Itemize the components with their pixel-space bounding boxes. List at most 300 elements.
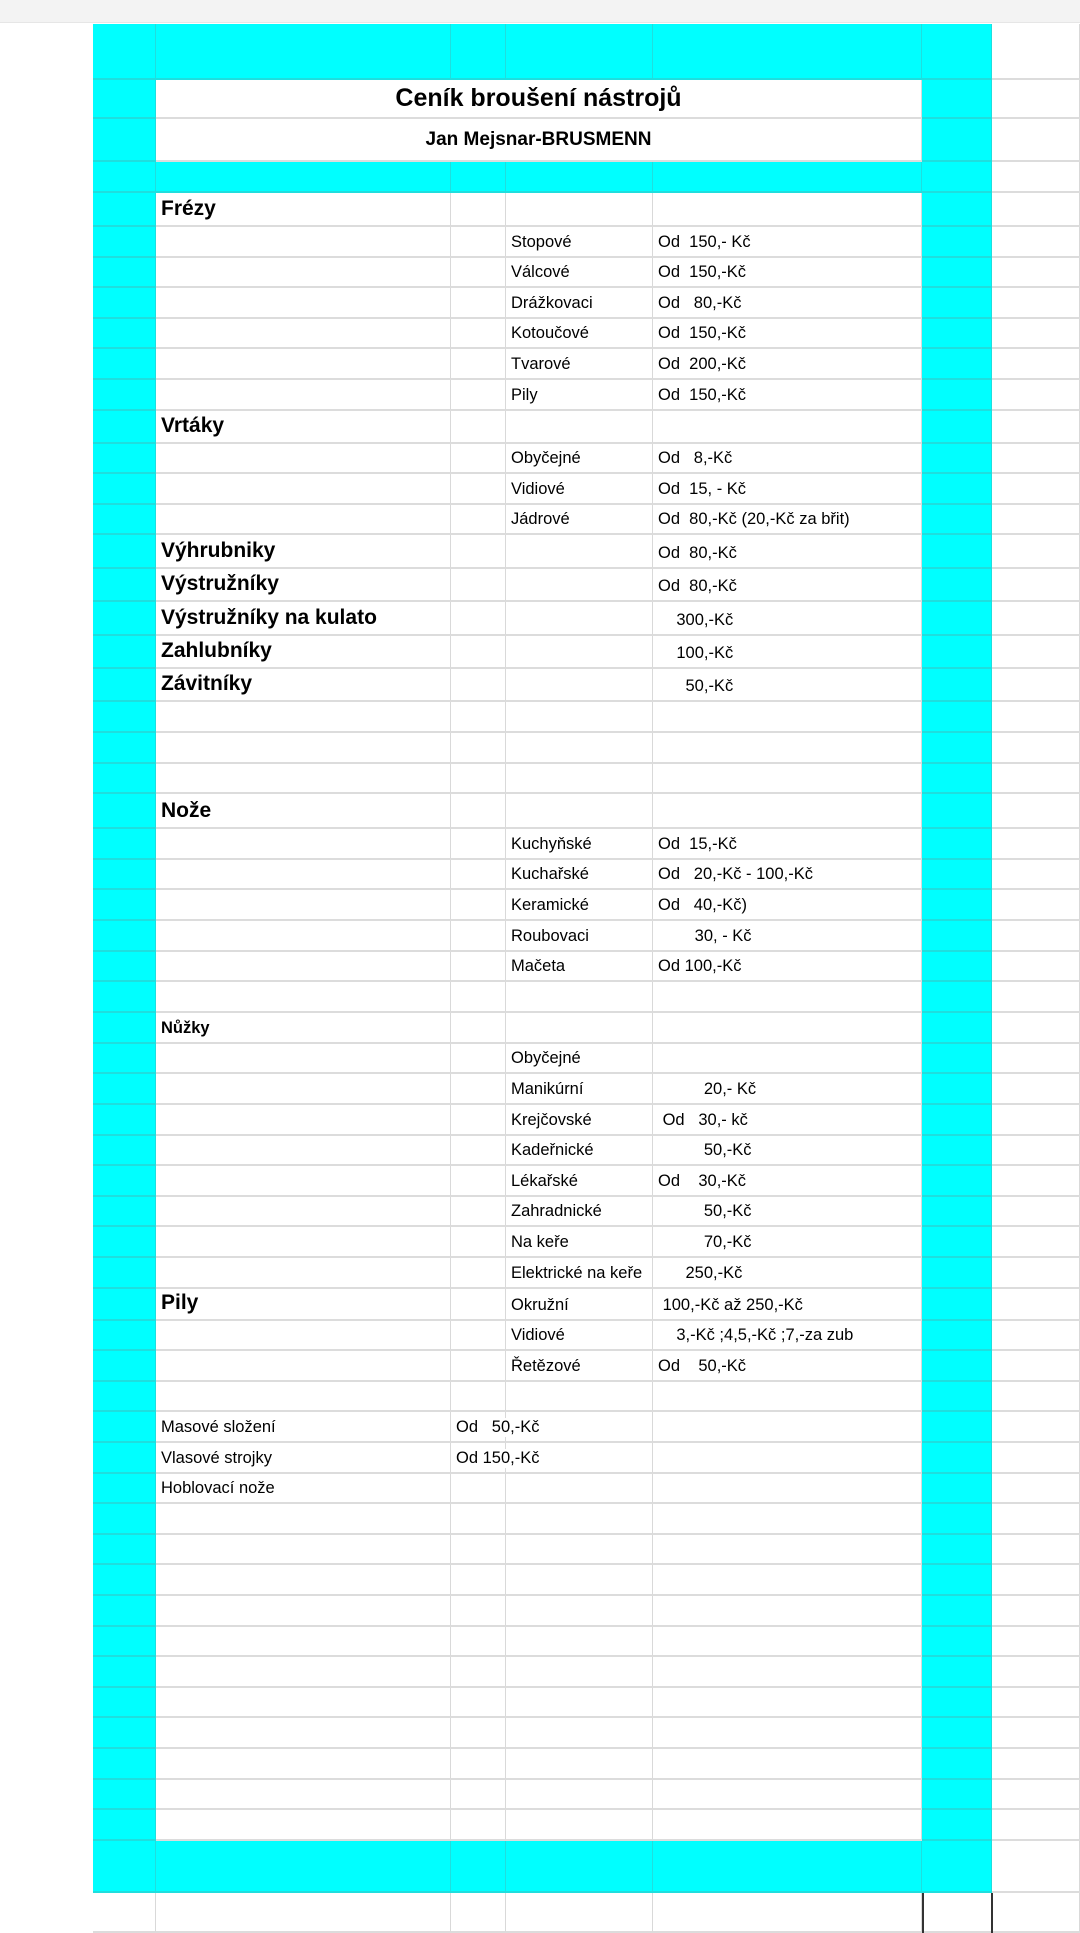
- cell-d[interactable]: [506, 1565, 653, 1596]
- cell-c[interactable]: [451, 535, 506, 569]
- cell-b[interactable]: [156, 193, 451, 227]
- cell-a[interactable]: [93, 602, 156, 636]
- cell-g[interactable]: [992, 794, 1080, 829]
- cell-e[interactable]: [653, 1749, 922, 1780]
- cell-b[interactable]: [156, 288, 451, 319]
- separator-band-cell[interactable]: [451, 162, 506, 193]
- cell-g[interactable]: [992, 1136, 1080, 1166]
- cell-g[interactable]: [992, 411, 1080, 444]
- cell-f[interactable]: [922, 702, 992, 733]
- cell-c[interactable]: [451, 1351, 506, 1382]
- cell-c[interactable]: [451, 1197, 506, 1227]
- cell-e[interactable]: [653, 1044, 922, 1074]
- cell-b[interactable]: [156, 794, 451, 829]
- cell-b[interactable]: [156, 952, 451, 982]
- cell-c[interactable]: [451, 1504, 506, 1535]
- cell-d[interactable]: [506, 1596, 653, 1627]
- header-band-cell[interactable]: [992, 24, 1080, 80]
- cell-b[interactable]: [156, 1443, 451, 1474]
- cell-b[interactable]: [156, 1810, 451, 1841]
- cell-b[interactable]: [156, 1688, 451, 1718]
- cell-g[interactable]: [992, 1657, 1080, 1688]
- cell-g[interactable]: [992, 636, 1080, 669]
- cell-g[interactable]: [992, 288, 1080, 319]
- cell-c[interactable]: [451, 860, 506, 890]
- cell-e[interactable]: [653, 380, 922, 411]
- cell-f[interactable]: [922, 829, 992, 860]
- cell-f[interactable]: [922, 1197, 992, 1227]
- cell-a[interactable]: [93, 1013, 156, 1044]
- cell[interactable]: [992, 80, 1080, 119]
- cell-b[interactable]: [156, 1627, 451, 1657]
- cell-a[interactable]: [93, 1227, 156, 1258]
- cell[interactable]: [653, 1893, 922, 1933]
- cell-e[interactable]: [653, 349, 922, 380]
- cell-g[interactable]: [992, 193, 1080, 227]
- cell-g[interactable]: [992, 1227, 1080, 1258]
- cell-c[interactable]: [451, 1596, 506, 1627]
- cell-d[interactable]: [506, 1105, 653, 1136]
- cell-c[interactable]: [451, 349, 506, 380]
- cell-b[interactable]: [156, 1044, 451, 1074]
- cell-d[interactable]: [506, 1780, 653, 1810]
- cell-a[interactable]: [93, 569, 156, 602]
- cell-d[interactable]: [506, 1474, 653, 1504]
- cell-f[interactable]: [922, 1596, 992, 1627]
- cell-d[interactable]: [506, 1044, 653, 1074]
- cell-f[interactable]: [922, 569, 992, 602]
- cell-a[interactable]: [93, 1474, 156, 1504]
- cell-a[interactable]: [93, 669, 156, 702]
- cell-e[interactable]: [653, 636, 922, 669]
- cell-e[interactable]: [653, 602, 922, 636]
- cell-g[interactable]: [992, 1105, 1080, 1136]
- cell-d[interactable]: [506, 258, 653, 288]
- cell-f[interactable]: [922, 1382, 992, 1412]
- cell-d[interactable]: [506, 1197, 653, 1227]
- cell-a[interactable]: [93, 1166, 156, 1197]
- cell-f[interactable]: [922, 319, 992, 349]
- separator-band-cell[interactable]: [992, 162, 1080, 193]
- page-title[interactable]: [156, 80, 922, 119]
- cell-g[interactable]: [992, 702, 1080, 733]
- cell-a[interactable]: [93, 829, 156, 860]
- cell-a[interactable]: [93, 1289, 156, 1321]
- cell-b[interactable]: [156, 411, 451, 444]
- cell-f[interactable]: [922, 1412, 992, 1443]
- cell-d[interactable]: [506, 288, 653, 319]
- cell-a[interactable]: [93, 1627, 156, 1657]
- cell-g[interactable]: [992, 1443, 1080, 1474]
- cell-f[interactable]: [922, 535, 992, 569]
- cell-f[interactable]: [922, 1258, 992, 1289]
- cell-d[interactable]: [506, 569, 653, 602]
- cell-c[interactable]: [451, 1565, 506, 1596]
- cell-g[interactable]: [992, 860, 1080, 890]
- cell-e[interactable]: [653, 669, 922, 702]
- cell-a[interactable]: [93, 444, 156, 474]
- cell-f[interactable]: [922, 1504, 992, 1535]
- cell-g[interactable]: [992, 1289, 1080, 1321]
- cell-c[interactable]: [451, 288, 506, 319]
- cell-a[interactable]: [93, 1105, 156, 1136]
- cell-b[interactable]: [156, 829, 451, 860]
- cell-d[interactable]: [506, 1688, 653, 1718]
- cell-g[interactable]: [992, 258, 1080, 288]
- cell-e[interactable]: [653, 890, 922, 921]
- cell-d[interactable]: [506, 702, 653, 733]
- cell-c[interactable]: [451, 474, 506, 505]
- cell-e[interactable]: [653, 1321, 922, 1351]
- cell-c[interactable]: [451, 1412, 540, 1443]
- cell-a[interactable]: [93, 193, 156, 227]
- cell-g[interactable]: [992, 1810, 1080, 1841]
- cell-e[interactable]: [653, 1351, 922, 1382]
- cell-f[interactable]: [922, 1227, 992, 1258]
- cell-f[interactable]: [922, 669, 992, 702]
- cell-a[interactable]: [93, 411, 156, 444]
- separator-band-cell[interactable]: [653, 162, 922, 193]
- cell-f[interactable]: [922, 258, 992, 288]
- cell[interactable]: [992, 1893, 1080, 1933]
- cell-f[interactable]: [922, 1074, 992, 1105]
- cell-c[interactable]: [451, 193, 506, 227]
- cell-g[interactable]: [992, 829, 1080, 860]
- cell-d[interactable]: [506, 227, 653, 258]
- cell-f[interactable]: [922, 1688, 992, 1718]
- cell-e[interactable]: [653, 921, 922, 952]
- cell-d[interactable]: [506, 380, 653, 411]
- cell-b[interactable]: [156, 1289, 451, 1321]
- cell-d[interactable]: [506, 1718, 653, 1749]
- cell-e[interactable]: [653, 1810, 922, 1841]
- cell-g[interactable]: [992, 1474, 1080, 1504]
- cell-b[interactable]: [156, 1780, 451, 1810]
- cell-f[interactable]: [922, 952, 992, 982]
- cell-b[interactable]: [156, 1013, 451, 1044]
- separator-band-cell[interactable]: [156, 162, 451, 193]
- cell-a[interactable]: [93, 702, 156, 733]
- cell-c[interactable]: [451, 733, 506, 764]
- cell-f[interactable]: [922, 1474, 992, 1504]
- cell-b[interactable]: [156, 636, 451, 669]
- cell-d[interactable]: [506, 1136, 653, 1166]
- cell-d[interactable]: [506, 1258, 653, 1289]
- cell-g[interactable]: [992, 1258, 1080, 1289]
- cell-b[interactable]: [156, 349, 451, 380]
- cell-d[interactable]: [506, 535, 653, 569]
- cell-d[interactable]: [506, 982, 653, 1013]
- cell-f[interactable]: [922, 193, 992, 227]
- cell-b[interactable]: [156, 227, 451, 258]
- cell-d[interactable]: [506, 890, 653, 921]
- cell-e[interactable]: [653, 952, 922, 982]
- cell-g[interactable]: [992, 319, 1080, 349]
- cell-e[interactable]: [653, 1166, 922, 1197]
- cell-d[interactable]: [506, 1289, 653, 1321]
- cell-d[interactable]: [506, 1810, 653, 1841]
- cell-c[interactable]: [451, 636, 506, 669]
- cell-e[interactable]: [653, 1136, 922, 1166]
- cell-c[interactable]: [451, 602, 506, 636]
- cell-f[interactable]: [922, 921, 992, 952]
- cell-c[interactable]: [451, 1535, 506, 1565]
- cell-e[interactable]: [653, 505, 922, 535]
- cell-e[interactable]: [653, 982, 922, 1013]
- cell-g[interactable]: [992, 602, 1080, 636]
- cell-g[interactable]: [992, 1565, 1080, 1596]
- cell-b[interactable]: [156, 1136, 451, 1166]
- cell-b[interactable]: [156, 982, 451, 1013]
- cell-f[interactable]: [922, 1136, 992, 1166]
- cell-b[interactable]: [156, 1412, 451, 1443]
- cell-c[interactable]: [451, 1166, 506, 1197]
- cell-b[interactable]: [156, 1535, 451, 1565]
- cell-b[interactable]: [156, 1351, 451, 1382]
- cell-f[interactable]: [922, 602, 992, 636]
- cell-e[interactable]: [653, 829, 922, 860]
- separator-band-cell[interactable]: [93, 162, 156, 193]
- frame-cell[interactable]: [922, 80, 992, 119]
- cell-d[interactable]: [506, 505, 653, 535]
- cell-e[interactable]: [653, 569, 922, 602]
- cell-f[interactable]: [922, 890, 992, 921]
- cell-b[interactable]: [156, 1718, 451, 1749]
- cell-e[interactable]: [653, 860, 922, 890]
- cell-c[interactable]: [451, 1289, 506, 1321]
- cell-g[interactable]: [992, 1412, 1080, 1443]
- footer-band-cell[interactable]: [93, 1841, 156, 1893]
- cell[interactable]: [451, 1893, 506, 1933]
- separator-band-cell[interactable]: [506, 162, 653, 193]
- cell-e[interactable]: [653, 764, 922, 794]
- cell-d[interactable]: [506, 829, 653, 860]
- cell-c[interactable]: [451, 505, 506, 535]
- cell-b[interactable]: [156, 1321, 451, 1351]
- cell-b[interactable]: [156, 505, 451, 535]
- cell-a[interactable]: [93, 288, 156, 319]
- cell-a[interactable]: [93, 380, 156, 411]
- cell-c[interactable]: [451, 227, 506, 258]
- cell-c[interactable]: [451, 1627, 506, 1657]
- cell-a[interactable]: [93, 1412, 156, 1443]
- cell-d[interactable]: [506, 411, 653, 444]
- cell-b[interactable]: [156, 702, 451, 733]
- cell-b[interactable]: [156, 1074, 451, 1105]
- header-band-cell[interactable]: [156, 24, 451, 80]
- cell-c[interactable]: [451, 982, 506, 1013]
- cell-f[interactable]: [922, 444, 992, 474]
- cell-f[interactable]: [922, 1535, 992, 1565]
- cell-g[interactable]: [992, 227, 1080, 258]
- cell-f[interactable]: [922, 1289, 992, 1321]
- footer-band-cell[interactable]: [156, 1841, 451, 1893]
- cell-g[interactable]: [992, 1535, 1080, 1565]
- cell-f[interactable]: [922, 1749, 992, 1780]
- cell-a[interactable]: [93, 890, 156, 921]
- cell-e[interactable]: [653, 474, 922, 505]
- footer-band-cell[interactable]: [922, 1841, 992, 1893]
- cell-g[interactable]: [992, 380, 1080, 411]
- cell-c[interactable]: [451, 258, 506, 288]
- cell-d[interactable]: [506, 1013, 653, 1044]
- cell-d[interactable]: [506, 860, 653, 890]
- cell-a[interactable]: [93, 1382, 156, 1412]
- cell-d[interactable]: [506, 733, 653, 764]
- cell-e[interactable]: [653, 193, 922, 227]
- cell-a[interactable]: [93, 1351, 156, 1382]
- cell-b[interactable]: [156, 1382, 451, 1412]
- cell-c[interactable]: [451, 921, 506, 952]
- cell-c[interactable]: [451, 1013, 506, 1044]
- cell-e[interactable]: [653, 1535, 922, 1565]
- cell-d[interactable]: [506, 1351, 653, 1382]
- cell-e[interactable]: [653, 1780, 922, 1810]
- cell-b[interactable]: [156, 444, 451, 474]
- cell-g[interactable]: [992, 1044, 1080, 1074]
- cell-g[interactable]: [992, 535, 1080, 569]
- cell-c[interactable]: [451, 1657, 506, 1688]
- cell-f[interactable]: [922, 380, 992, 411]
- cell-f[interactable]: [922, 1351, 992, 1382]
- cell-g[interactable]: [992, 1718, 1080, 1749]
- cell-d[interactable]: [506, 1227, 653, 1258]
- cell-e[interactable]: [653, 1074, 922, 1105]
- cell-a[interactable]: [93, 1321, 156, 1351]
- cell-d[interactable]: [506, 952, 653, 982]
- cell-f[interactable]: [922, 288, 992, 319]
- cell-d[interactable]: [506, 1166, 653, 1197]
- cell-d[interactable]: [506, 1657, 653, 1688]
- cell-f[interactable]: [922, 1443, 992, 1474]
- cell-a[interactable]: [93, 982, 156, 1013]
- cell-g[interactable]: [992, 474, 1080, 505]
- cell-c[interactable]: [451, 1074, 506, 1105]
- cell-f[interactable]: [922, 1166, 992, 1197]
- cell-f[interactable]: [922, 349, 992, 380]
- cell-b[interactable]: [156, 1504, 451, 1535]
- cell-b[interactable]: [156, 1474, 451, 1504]
- cell-f[interactable]: [922, 1657, 992, 1688]
- cell-d[interactable]: [506, 669, 653, 702]
- cell-a[interactable]: [93, 1718, 156, 1749]
- cell-f[interactable]: [922, 794, 992, 829]
- cell-e[interactable]: [653, 1504, 922, 1535]
- cell-g[interactable]: [992, 1166, 1080, 1197]
- cell-a[interactable]: [93, 227, 156, 258]
- cell-d[interactable]: [506, 636, 653, 669]
- cell-e[interactable]: [653, 1289, 922, 1321]
- cell-c[interactable]: [451, 569, 506, 602]
- cell-g[interactable]: [992, 349, 1080, 380]
- cell-d[interactable]: [506, 1321, 653, 1351]
- cell[interactable]: [93, 1893, 156, 1933]
- cell-f[interactable]: [922, 733, 992, 764]
- cell-c[interactable]: [451, 1749, 506, 1780]
- cell-b[interactable]: [156, 669, 451, 702]
- cell-c[interactable]: [451, 1810, 506, 1841]
- cell-c[interactable]: [451, 411, 506, 444]
- cell-f[interactable]: [922, 1718, 992, 1749]
- cell-a[interactable]: [93, 636, 156, 669]
- footer-band-cell[interactable]: [506, 1841, 653, 1893]
- cell-e[interactable]: [653, 1382, 922, 1412]
- cell-g[interactable]: [992, 444, 1080, 474]
- cell-b[interactable]: [156, 764, 451, 794]
- cell-c[interactable]: [451, 702, 506, 733]
- cell-b[interactable]: [156, 380, 451, 411]
- cell-g[interactable]: [992, 982, 1080, 1013]
- cell-c[interactable]: [451, 319, 506, 349]
- cell-f[interactable]: [922, 1044, 992, 1074]
- cell-d[interactable]: [506, 1382, 653, 1412]
- cell-c[interactable]: [451, 1258, 506, 1289]
- cell-f[interactable]: [922, 411, 992, 444]
- header-band-cell[interactable]: [506, 24, 653, 80]
- cell-e[interactable]: [653, 794, 922, 829]
- cell-g[interactable]: [992, 1749, 1080, 1780]
- cell-c[interactable]: [451, 794, 506, 829]
- cell-b[interactable]: [156, 535, 451, 569]
- cell-b[interactable]: [156, 1565, 451, 1596]
- cell-d[interactable]: [506, 319, 653, 349]
- cell-f[interactable]: [922, 1810, 992, 1841]
- cell-d[interactable]: [506, 444, 653, 474]
- cell-c[interactable]: [451, 829, 506, 860]
- cell-e[interactable]: [653, 258, 922, 288]
- cell-d[interactable]: [506, 794, 653, 829]
- cell-c[interactable]: [451, 1044, 506, 1074]
- cell-c[interactable]: [451, 952, 506, 982]
- cell-d[interactable]: [506, 1535, 653, 1565]
- cell-f[interactable]: [922, 764, 992, 794]
- cell-a[interactable]: [93, 860, 156, 890]
- cell-b[interactable]: [156, 733, 451, 764]
- cell-c[interactable]: [451, 1443, 540, 1474]
- cell-b[interactable]: [156, 921, 451, 952]
- cell-b[interactable]: [156, 319, 451, 349]
- footer-band-cell[interactable]: [451, 1841, 506, 1893]
- cell-c[interactable]: [451, 1227, 506, 1258]
- cell-b[interactable]: [156, 1657, 451, 1688]
- cell-f[interactable]: [922, 227, 992, 258]
- cell[interactable]: [992, 119, 1080, 162]
- cell-a[interactable]: [93, 1749, 156, 1780]
- cell-b[interactable]: [156, 860, 451, 890]
- cell-a[interactable]: [93, 1780, 156, 1810]
- cell-d[interactable]: [506, 602, 653, 636]
- cell-g[interactable]: [992, 1382, 1080, 1412]
- cell-f[interactable]: [922, 636, 992, 669]
- cell-f[interactable]: [922, 1780, 992, 1810]
- cell-g[interactable]: [992, 1504, 1080, 1535]
- cell-g[interactable]: [992, 1351, 1080, 1382]
- cell-a[interactable]: [93, 349, 156, 380]
- cell-g[interactable]: [992, 1074, 1080, 1105]
- cell-b[interactable]: [156, 890, 451, 921]
- cell-f[interactable]: [922, 860, 992, 890]
- cell-e[interactable]: [653, 1474, 922, 1504]
- cell-g[interactable]: [992, 733, 1080, 764]
- cell[interactable]: [922, 1893, 992, 1933]
- cell-a[interactable]: [93, 474, 156, 505]
- cell-f[interactable]: [922, 474, 992, 505]
- cell-g[interactable]: [992, 921, 1080, 952]
- cell-b[interactable]: [156, 258, 451, 288]
- cell-f[interactable]: [922, 982, 992, 1013]
- cell-a[interactable]: [93, 794, 156, 829]
- cell-e[interactable]: [653, 444, 922, 474]
